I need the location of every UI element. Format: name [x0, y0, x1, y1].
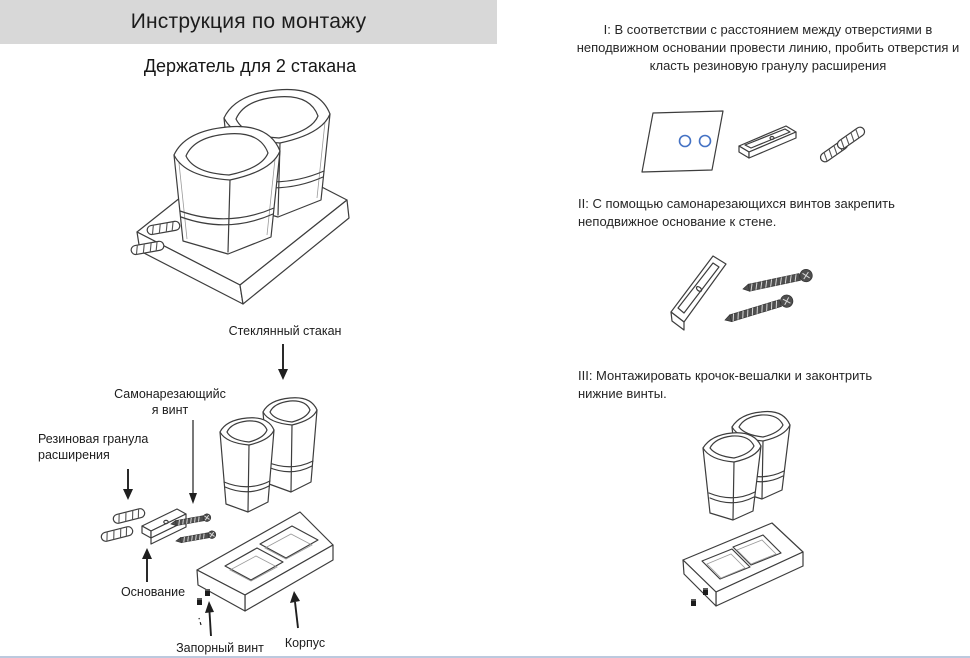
- rubber-plug: [100, 526, 133, 542]
- rubber-plug: [836, 125, 867, 150]
- label-body: Корпус: [284, 636, 326, 650]
- step-3-text: III: Монтажировать крочок-вешалки и законтрить нижние винты.: [578, 368, 873, 401]
- step-1-text: I: В соответствии с расстоянием между отверстиями в неподвижном основании провести линию, пробить отверстия и класть резиновую гранулу расширения: [576, 22, 960, 73]
- holder-body-tray: [197, 512, 333, 611]
- holder-body-tray: [683, 523, 803, 606]
- wall-panel: [642, 111, 723, 172]
- arrow-rubber-plug: [123, 469, 133, 500]
- label-self-tapping-screw: Самонарезающийс я винт: [114, 387, 226, 417]
- arrow-locking-screw: [199, 601, 214, 636]
- title-bar: [0, 0, 497, 44]
- exploded-diagram: [25, 320, 355, 658]
- label-base: Основание: [120, 585, 186, 599]
- assembled-product-illustration: [113, 85, 403, 305]
- arrow-self-tapping-screw: [189, 420, 197, 504]
- page-title: Инструкция по монтажу: [130, 10, 367, 33]
- arrow-body: [290, 591, 300, 628]
- step-2-text: II: С помощью самонарезающихся винтов закрепить неподвижное основание к стене.: [578, 196, 895, 229]
- exploded-drawing: [25, 320, 355, 658]
- rubber-plug: [112, 508, 145, 524]
- step-3-illustration: [665, 400, 915, 625]
- drill-hole: [680, 136, 691, 147]
- locking-screw: [691, 588, 708, 606]
- step-1-illustration: [635, 95, 915, 200]
- arrow-base: [142, 548, 152, 582]
- self-tapping-screw: [175, 530, 216, 544]
- glass-tumbler-left: [220, 418, 274, 512]
- mounting-base-plate: [739, 126, 796, 158]
- glass-tumbler-left: [703, 433, 761, 520]
- locking-screw: [197, 589, 210, 605]
- self-tapping-screw: [742, 268, 814, 295]
- product-subtitle: Держатель для 2 стакана: [143, 56, 357, 76]
- label-rubber-plug: Резиновая гранула расширения: [38, 432, 149, 462]
- drill-hole: [700, 136, 711, 147]
- step-2-illustration: [645, 242, 895, 354]
- arrow-glass: [278, 344, 288, 380]
- label-glass: Стеклянный стакан: [228, 324, 342, 338]
- mounting-base-plate: [671, 256, 726, 330]
- glass-tumbler-left: [174, 127, 280, 255]
- self-tapping-screw: [723, 293, 794, 326]
- label-locking-screw: Запорный винт: [176, 641, 264, 655]
